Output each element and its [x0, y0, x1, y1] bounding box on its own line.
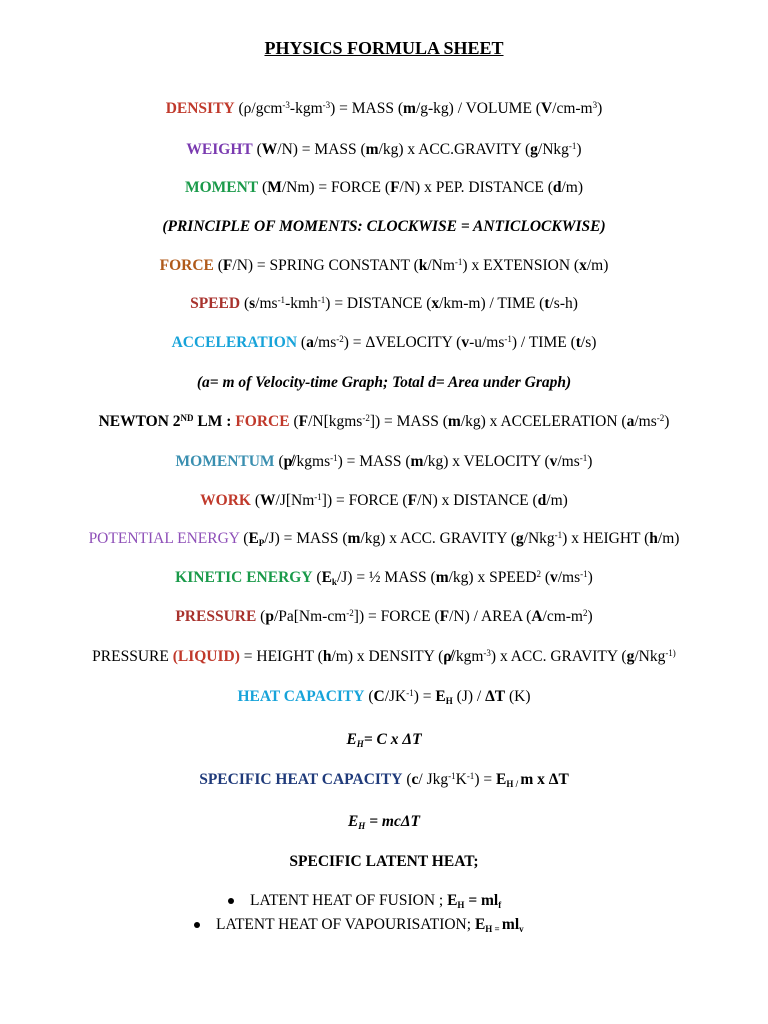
heat-energy-formula-1: $E_H= C$ x ΔT	[346, 731, 422, 749]
momentum-formula: MOMENTUM (p̸/kgms$^{-1}$) = MASS (m/kg) x VELOCITY $(v/ms^{-1})$	[175, 453, 593, 470]
pressure-label: PRESSURE	[175, 608, 257, 625]
kinetic-energy-label: KINETIC ENERGY	[175, 569, 313, 586]
heat-energy-formula-2: $E_H = mc\Delta T$	[347, 813, 421, 831]
density-label: DENSITY	[165, 100, 235, 117]
heat-capacity-label: HEAT CAPACITY	[237, 688, 365, 705]
weight-formula: WEIGHT (W/N) = MASS (m/kg) x ACC.GRAVITY (g/Nkg$^{-1}$)	[186, 141, 582, 158]
specific-heat-capacity-label: SPECIFIC HEAT CAPACITY	[199, 771, 403, 788]
heat-capacity-formula: HEAT CAPACITY $(C/JK^{-1}) = E_H$ (J) / ΔT (K)	[237, 688, 531, 706]
latent-heat-heading: SPECIFIC LATENT HEAT;	[289, 853, 479, 870]
bullet-icon	[194, 922, 200, 928]
newton-force-label: FORCE	[235, 413, 290, 430]
specific-heat-capacity-formula: SPECIFIC HEAT CAPACITY (c/ $Jkg^{-1}K^{-1}) = E_{H /}$ m x ΔT	[199, 771, 569, 789]
bullet-icon	[228, 898, 234, 904]
momentum-label: MOMENTUM	[175, 453, 275, 470]
potential-energy-formula: POTENTIAL ENERGY $(E_P/J)$ = MASS (m/kg) x ACC. GRAVITY (g/Nkg$^{-1}$) x HEIGHT (h/m)	[88, 530, 680, 548]
moment-label: MOMENT	[184, 179, 259, 196]
kinetic-energy-formula: KINETIC ENERGY $(E_k/J)$ = ½ MASS (m/kg) x SPEED$^2$ $(v/ms^{-1})$	[175, 569, 593, 587]
graph-note: (a= m of Velocity-time Graph; Total d= Area under Graph)	[196, 374, 572, 391]
page-title: PHYSICS FORMULA SHEET	[264, 38, 504, 58]
potential-energy-label: POTENTIAL ENERGY	[88, 530, 240, 547]
moment-formula: MOMENT (M/Nm) = FORCE (F/N) x PEP. DISTANCE (d/m)	[184, 179, 584, 196]
work-label: WORK	[200, 492, 251, 509]
newton-second-law-formula: NEWTON 2ND LM : FORCE (F/N[kgms$^{-2}$]) = MASS (m/kg) x ACCELERATION $(a/ms^{-2})$	[98, 413, 670, 430]
pressure-liquid-label: (LIQUID)	[172, 648, 240, 665]
list-item: LATENT HEAT OF FUSION ; $E_H = ml_f$	[228, 892, 501, 910]
work-formula: WORK $(W/J[Nm^{-1}])$ = FORCE (F/N) x DISTANCE (d/m)	[200, 492, 568, 509]
acceleration-label: ACCELERATION	[171, 334, 298, 351]
weight-label: WEIGHT	[186, 141, 253, 158]
density-formula: DENSITY (ρ/gcm$^{-3}$-kgm$^{-3}$) = MASS (m/g-kg) / VOLUME $(V/cm-m^3)$	[165, 100, 603, 117]
force-label: FORCE	[159, 257, 214, 274]
speed-label: SPEED	[190, 295, 241, 312]
speed-formula: SPEED $(s/ms^{-1}-kmh^{-1})$ = DISTANCE (x/km-m) / TIME (t/s-h)	[190, 295, 578, 312]
pressure-liquid-formula: PRESSURE (LIQUID) = HEIGHT (h/m) x DENSITY (ρ̸/kgm$^{-3}$) x ACC. GRAVITY (g/Nkg$^{-1)}$	[92, 648, 676, 665]
pressure-formula: PRESSURE $(p/Pa[Nm-cm^{-2}])$ = FORCE (F/N) / AREA $(A/cm-m^2)$	[175, 608, 593, 625]
acceleration-formula: ACCELERATION $(a/ms^{-2})$ = ΔVELOCITY $(v-u/ms^{-1})$ / TIME (t/s)	[171, 334, 597, 351]
principle-of-moments-note: (PRINCIPLE OF MOMENTS: CLOCKWISE = ANTICLOCKWISE)	[162, 218, 606, 235]
force-spring-formula: FORCE (F/N) = SPRING CONSTANT $(k/Nm^{-1})$ x EXTENSION (x/m)	[159, 257, 609, 274]
list-item: LATENT HEAT OF VAPOURISATION; $E_{H =}$ $ml_v$	[194, 916, 524, 934]
